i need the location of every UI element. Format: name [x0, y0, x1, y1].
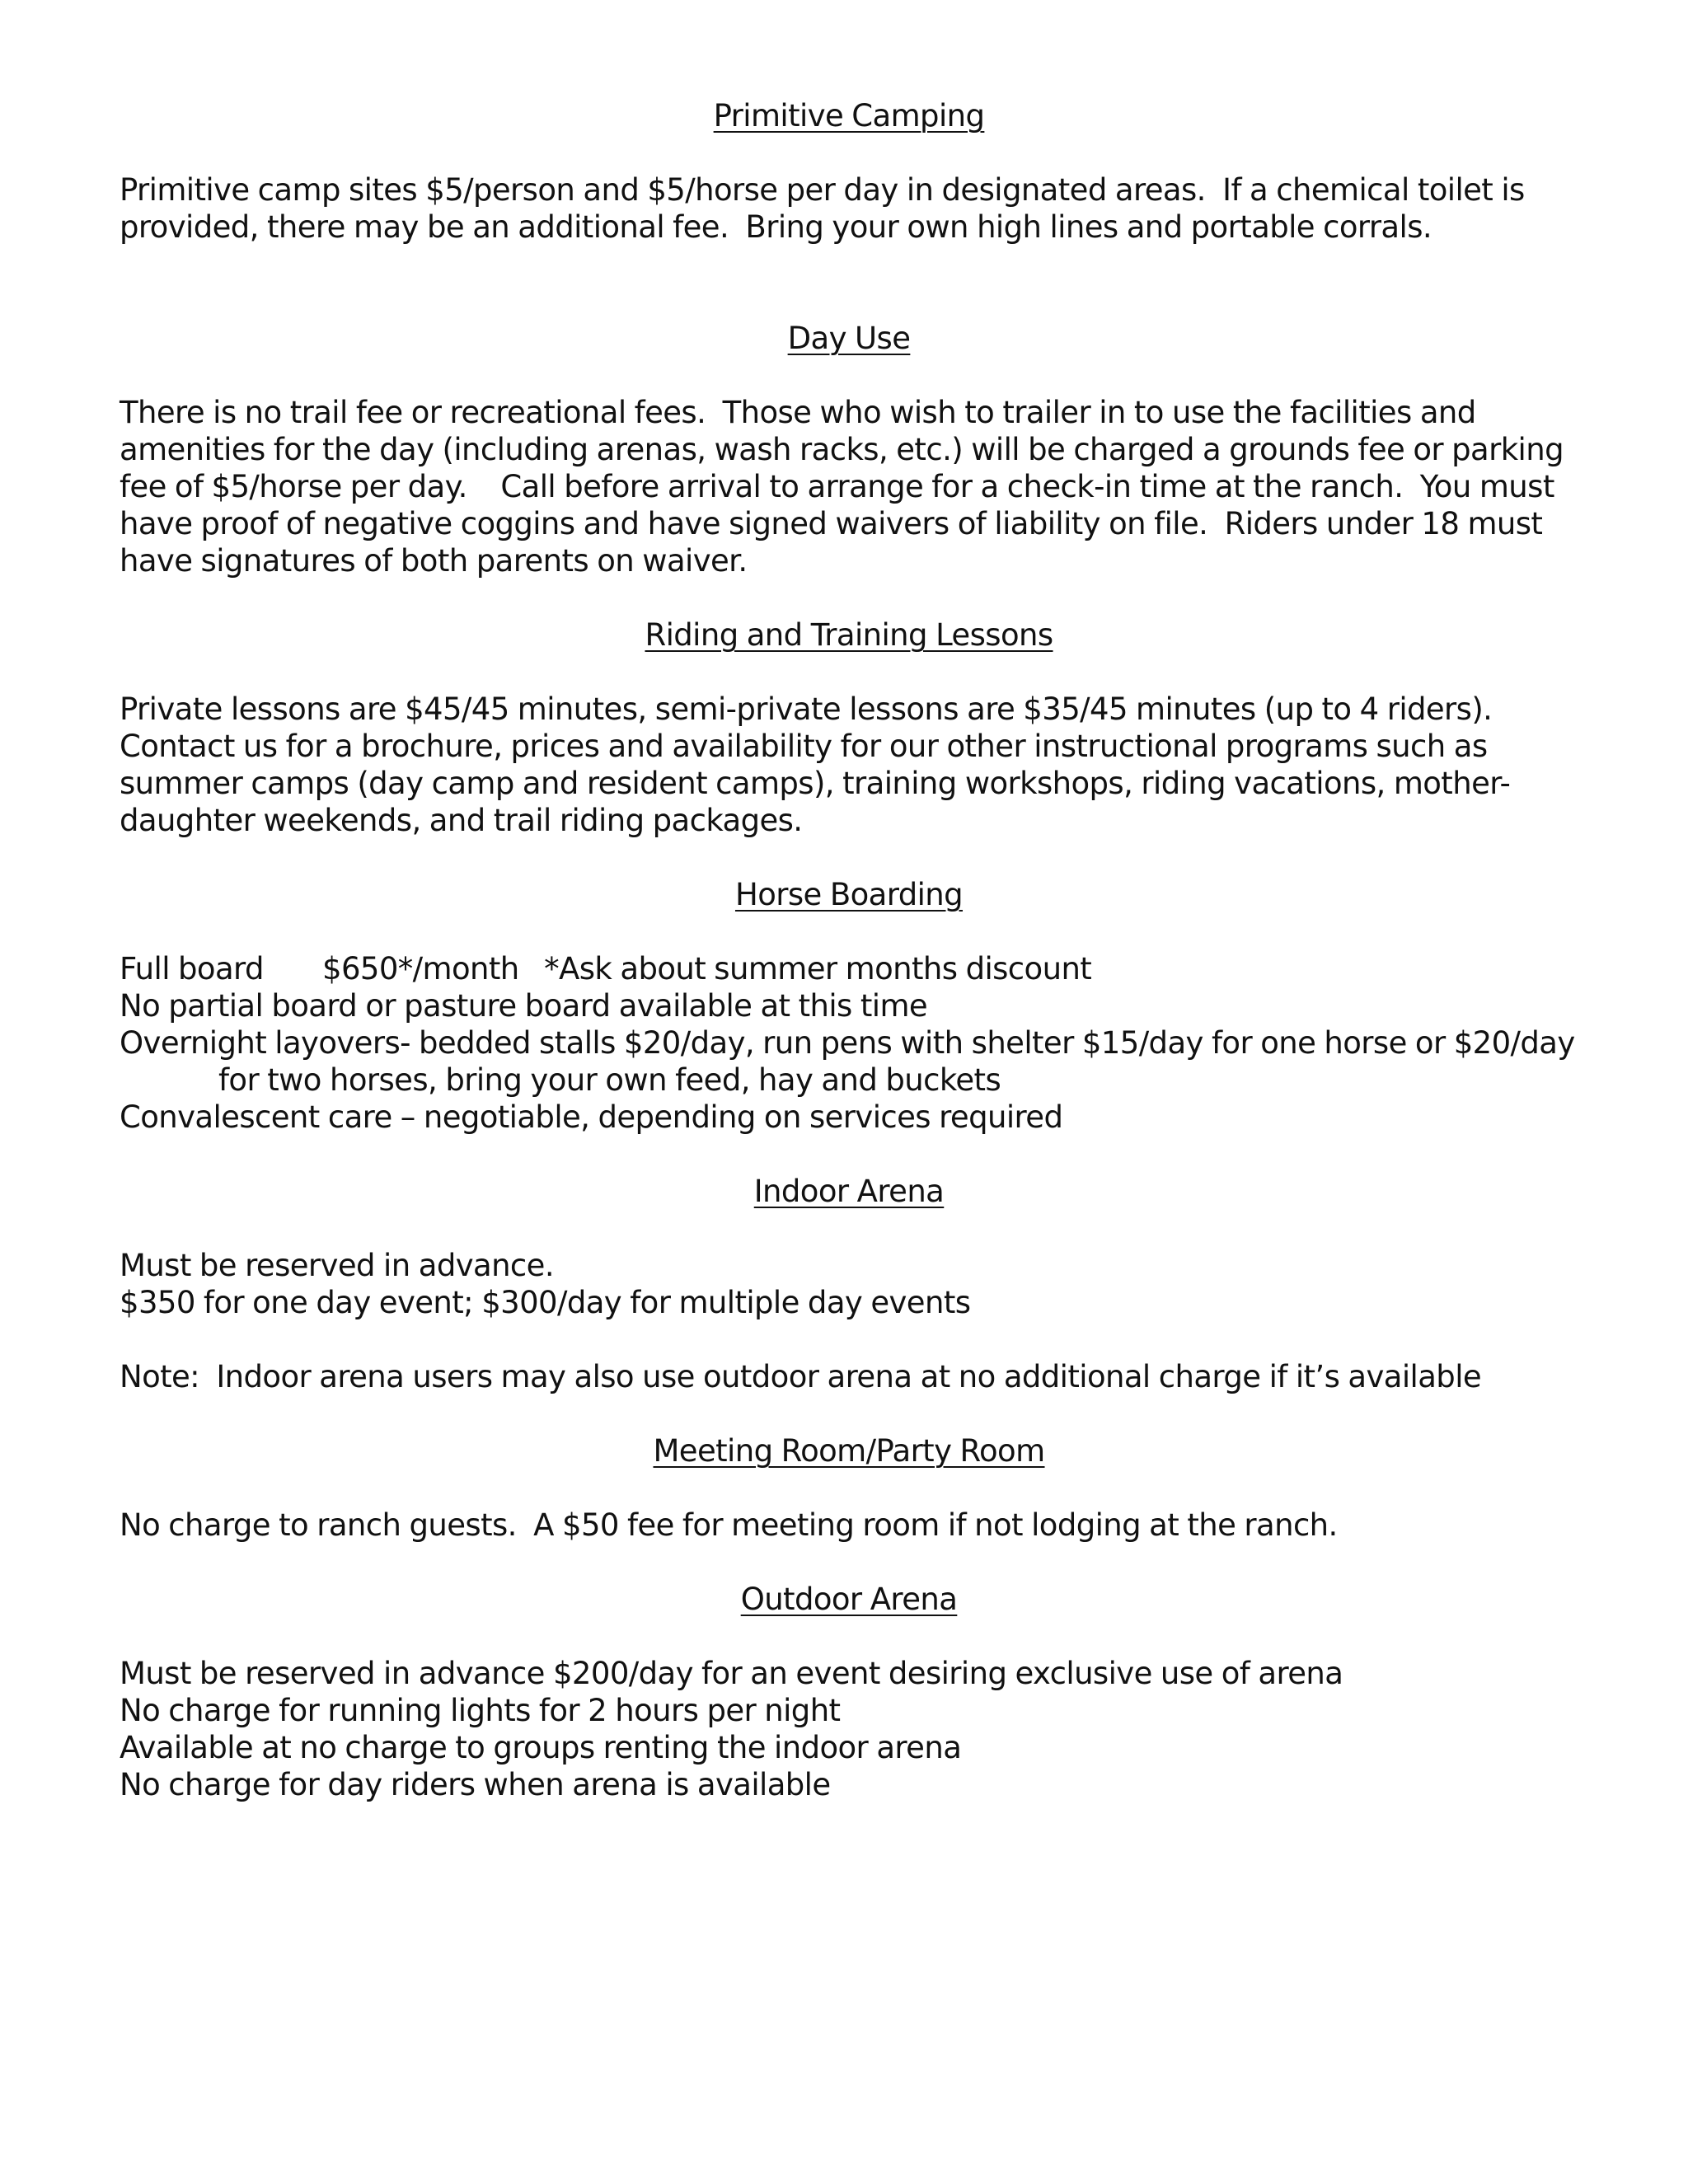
document-page — [120, 97, 1578, 1803]
riding-lessons-text — [120, 691, 1578, 839]
note-line: Note: Indoor arena users may also use outdoor arena at no additional charge if it’s available — [120, 1359, 1482, 1394]
section-heading-day-use: Day Use — [787, 321, 911, 356]
text-line: provided, there may be an additional fee. Bring your own high lines and portable corrals. — [120, 209, 1432, 245]
text-line: have signatures of both parents on waiver. — [120, 543, 748, 579]
text-line: Private lessons are $45/45 minutes, semi-private lessons are $35/45 minutes (up to 4 riders). — [120, 691, 1493, 727]
section-heading-outdoor-arena: Outdoor Arena — [740, 1582, 958, 1617]
text-line: Full board $650*/month *Ask about summer months discount — [120, 951, 1092, 987]
section-heading-horse-boarding: Horse Boarding — [734, 877, 964, 912]
text-line: have proof of negative coggins and have signed waivers of liability on file. Riders under 18 must — [120, 506, 1543, 541]
text-line: Primitive camp sites $5/person and $5/horse per day in designated areas. If a chemical toilet is — [120, 172, 1525, 208]
text-line: daughter weekends, and trail riding packages. — [120, 803, 803, 838]
text-line: No charge to ranch guests. A $50 fee for meeting room if not lodging at the ranch. — [120, 1507, 1338, 1543]
text-line: summer camps (day camp and resident camps), training workshops, riding vacations, mother- — [120, 766, 1511, 801]
day-use-text — [120, 394, 1578, 579]
section-heading-riding-lessons: Riding and Training Lessons — [645, 617, 1053, 653]
primitive-camping-text — [120, 171, 1578, 246]
horse-boarding-text — [120, 950, 1578, 1136]
text-line: fee of $5/horse per day. Call before arrival to arrange for a check-in time at the ranch. You must — [120, 469, 1554, 504]
section-heading-indoor-arena: Indoor Arena — [753, 1174, 945, 1209]
text-line: $350 for one day event; $300/day for multiple day events — [120, 1285, 971, 1320]
text-line: for two horses, bring your own feed, hay and buckets — [218, 1062, 1001, 1098]
text-line: No charge for running lights for 2 hours per night — [120, 1693, 841, 1728]
text-line: There is no trail fee or recreational fees. Those who wish to trailer in to use the facilities and — [120, 395, 1476, 430]
text-line: Must be reserved in advance. — [120, 1248, 554, 1283]
section-heading-meeting-room: Meeting Room/Party Room — [653, 1433, 1045, 1469]
text-line: Overnight layovers- bedded stalls $20/day, run pens with shelter $15/day for one horse or $20/day — [120, 1025, 1575, 1061]
text-line: amenities for the day (including arenas, wash racks, etc.) will be charged a grounds fee or parking — [120, 432, 1564, 467]
indoor-arena-note — [120, 1358, 1578, 1395]
text-line: Convalescent care – negotiable, depending on services required — [120, 1099, 1063, 1135]
text-line: No partial board or pasture board available at this time — [120, 988, 928, 1024]
text-line: No charge for day riders when arena is available — [120, 1767, 831, 1802]
section-heading-primitive-camping: Primitive Camping — [713, 98, 985, 134]
text-line: Available at no charge to groups renting the indoor arena — [120, 1730, 962, 1765]
text-line: Must be reserved in advance $200/day for an event desiring exclusive use of arena — [120, 1656, 1343, 1691]
indoor-arena-text — [120, 1247, 1578, 1321]
text-line: Contact us for a brochure, prices and availability for our other instructional programs such as — [120, 729, 1488, 764]
outdoor-arena-text — [120, 1655, 1578, 1803]
meeting-room-text — [120, 1507, 1578, 1544]
